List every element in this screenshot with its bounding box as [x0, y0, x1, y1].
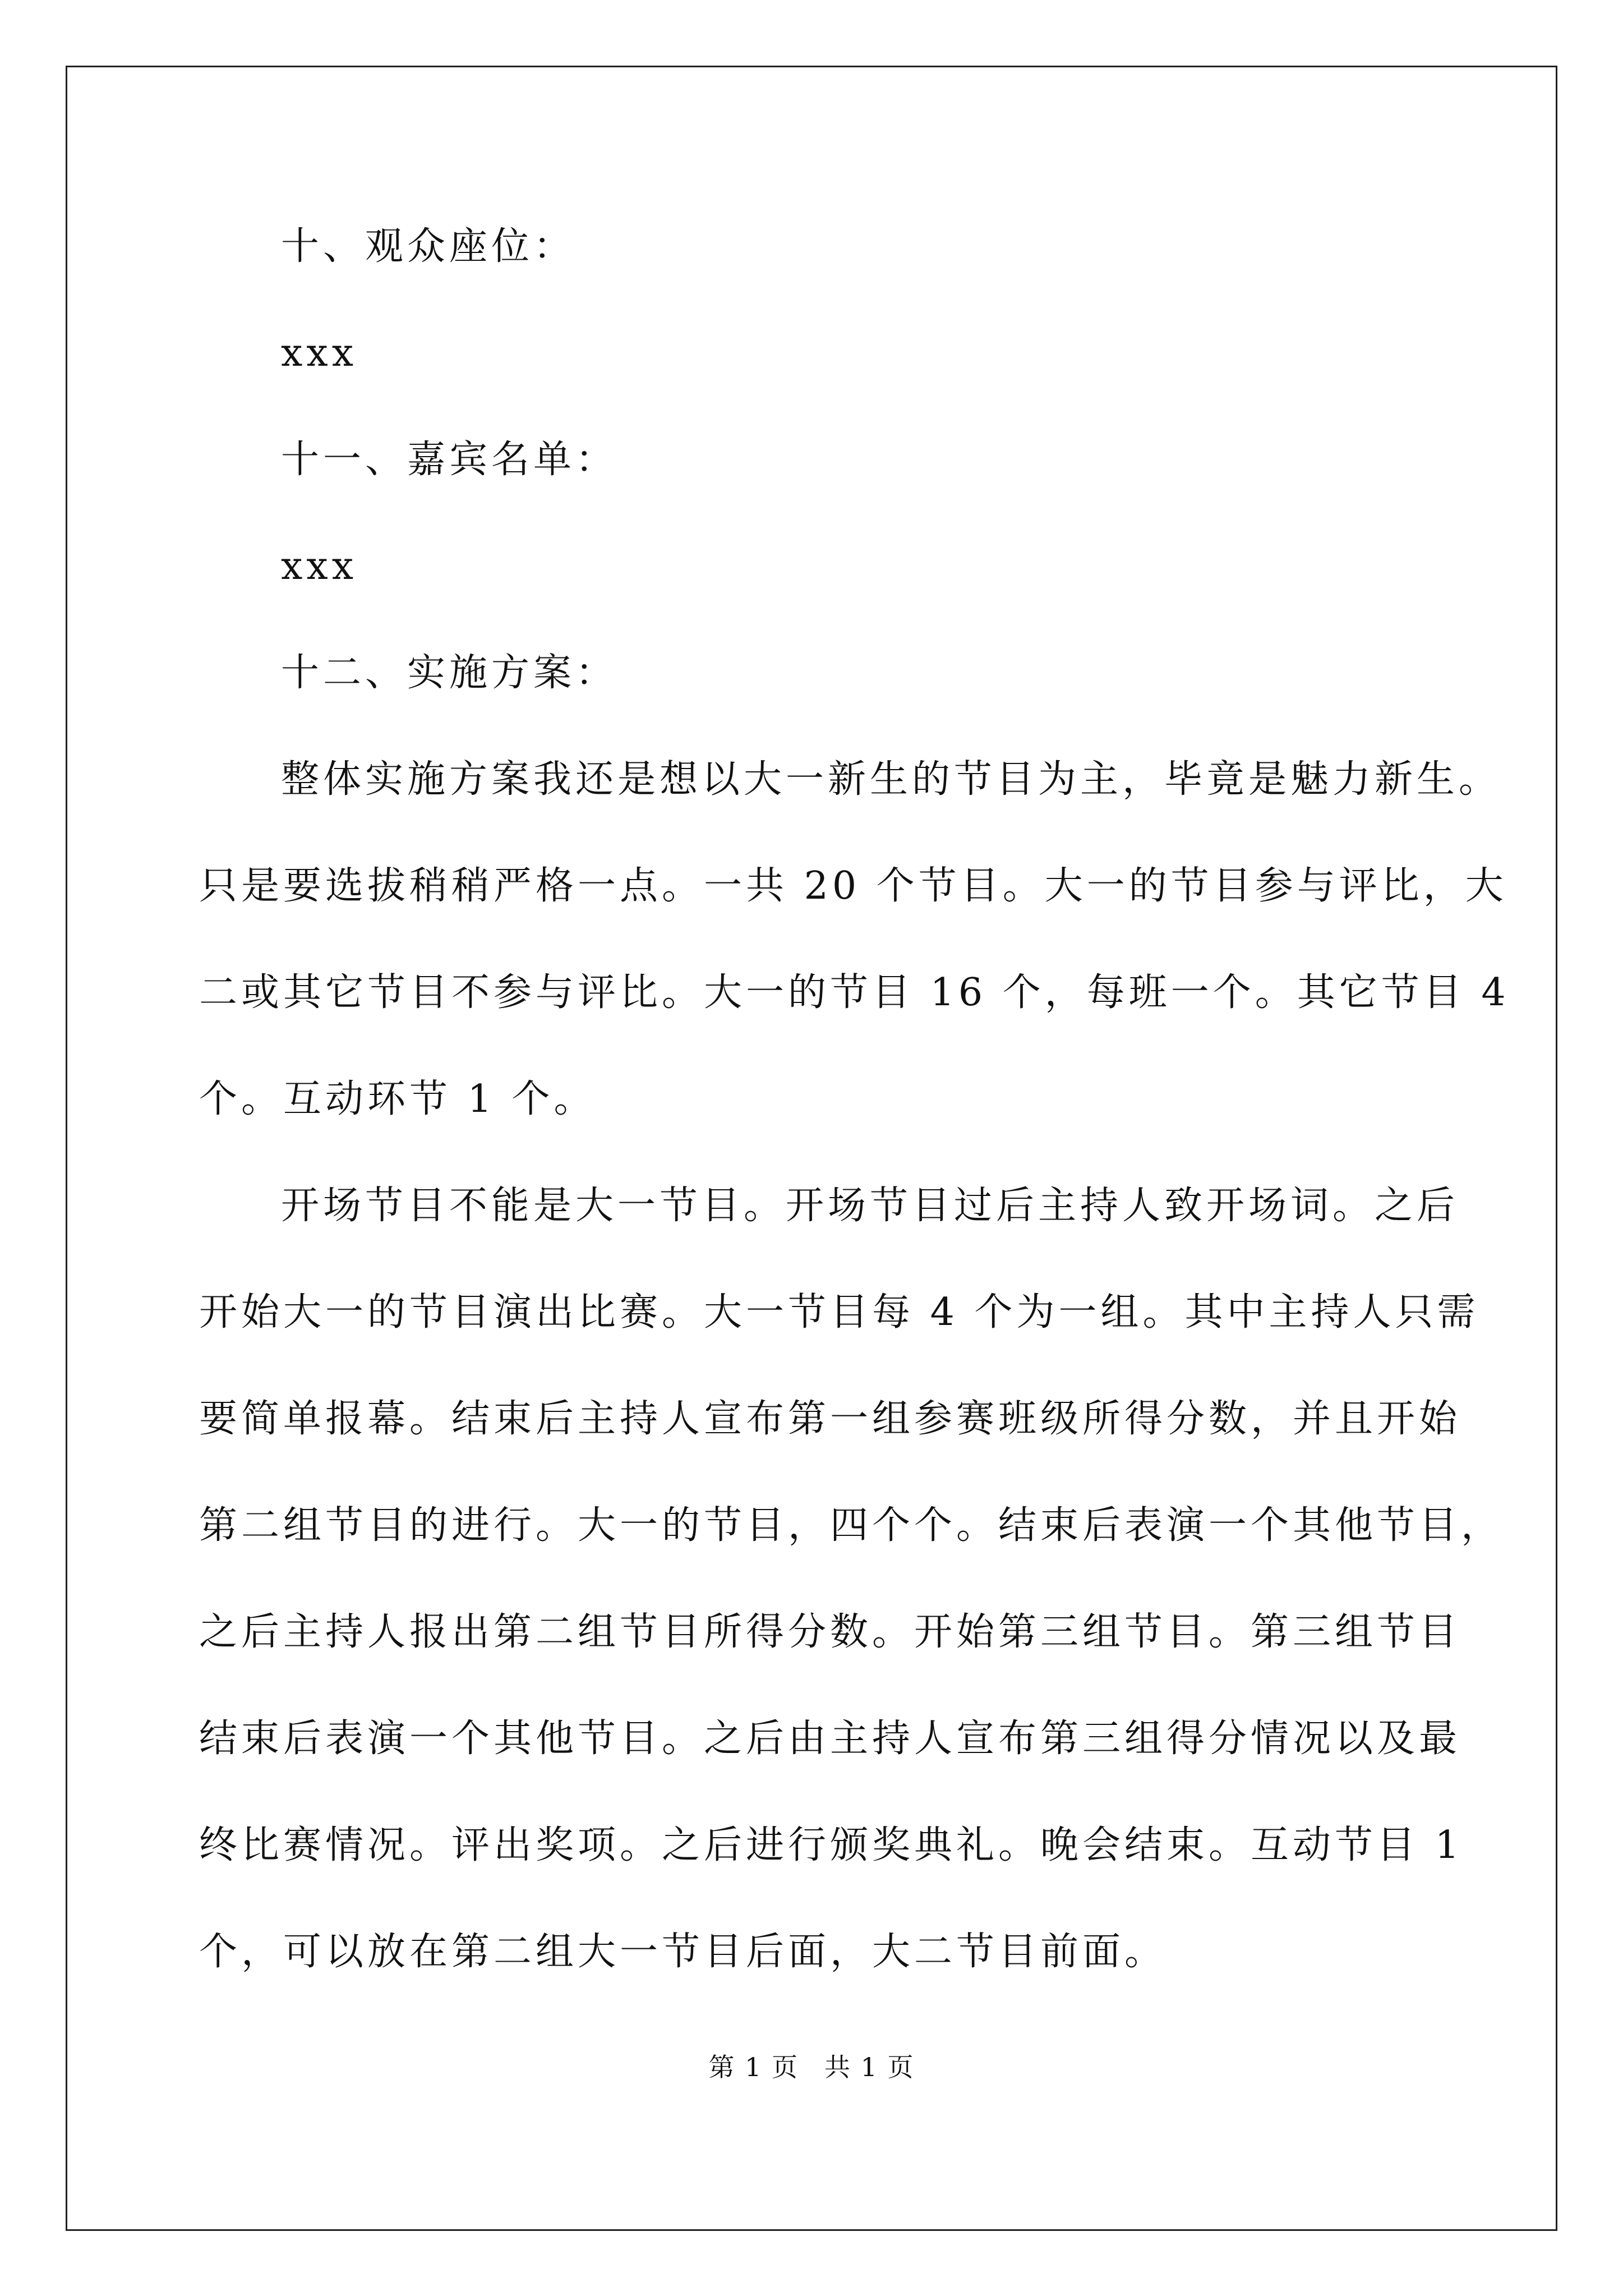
- paragraph-line: 第二组节目的进行。大一的节目，四个个。结束后表演一个其他节目，: [199, 1503, 1504, 1548]
- document-body: [199, 194, 1510, 2005]
- paragraph-line: 个。互动环节 1 个。: [199, 1077, 596, 1121]
- paragraph-line: 终比赛情况。评出奖项。之后进行颁奖典礼。晚会结束。互动节目 1: [199, 1823, 1463, 1867]
- paragraph-line: 之后主持人报出第二组节目所得分数。开始第三组节目。第三组节目: [199, 1610, 1461, 1654]
- guest-list-value: xxx: [281, 544, 358, 588]
- paragraph-line: 要简单报幕。结束后主持人宣布第一组参赛班级所得分数，并且开始: [199, 1397, 1461, 1441]
- paragraph-line: 个，可以放在第二组大一节目后面，大二节目前面。: [199, 1930, 1167, 1974]
- page-total: 共 1 页: [824, 2052, 915, 2082]
- paragraph-line: 只是要选拔稍稍严格一点。一共 20 个节目。大一的节目参与评比，大: [199, 864, 1507, 908]
- page-number: 第 1 页: [708, 2052, 799, 2082]
- paragraph-line: 开始大一的节目演出比赛。大一节目每 4 个为一组。其中主持人只需: [199, 1290, 1479, 1335]
- page-footer: [0, 2050, 1623, 2084]
- paragraph-line: 结束后表演一个其他节目。之后由主持人宣布第三组得分情况以及最: [199, 1717, 1461, 1761]
- audience-seating-value: xxx: [281, 331, 358, 375]
- paragraph-line: 二或其它节目不参与评比。大一的节目 16 个，每班一个。其它节目 4: [199, 970, 1510, 1015]
- section-heading-audience-seating: 十、观众座位：: [281, 224, 576, 269]
- section-heading-implementation-plan: 十二、实施方案：: [281, 651, 618, 695]
- paragraph-line: 开场节目不能是大一节目。开场节目过后主持人致开场词。之后: [281, 1184, 1459, 1228]
- paragraph-line: 整体实施方案我还是想以大一新生的节目为主，毕竟是魅力新生。: [281, 757, 1501, 802]
- section-heading-guest-list: 十一、嘉宾名单：: [281, 438, 618, 482]
